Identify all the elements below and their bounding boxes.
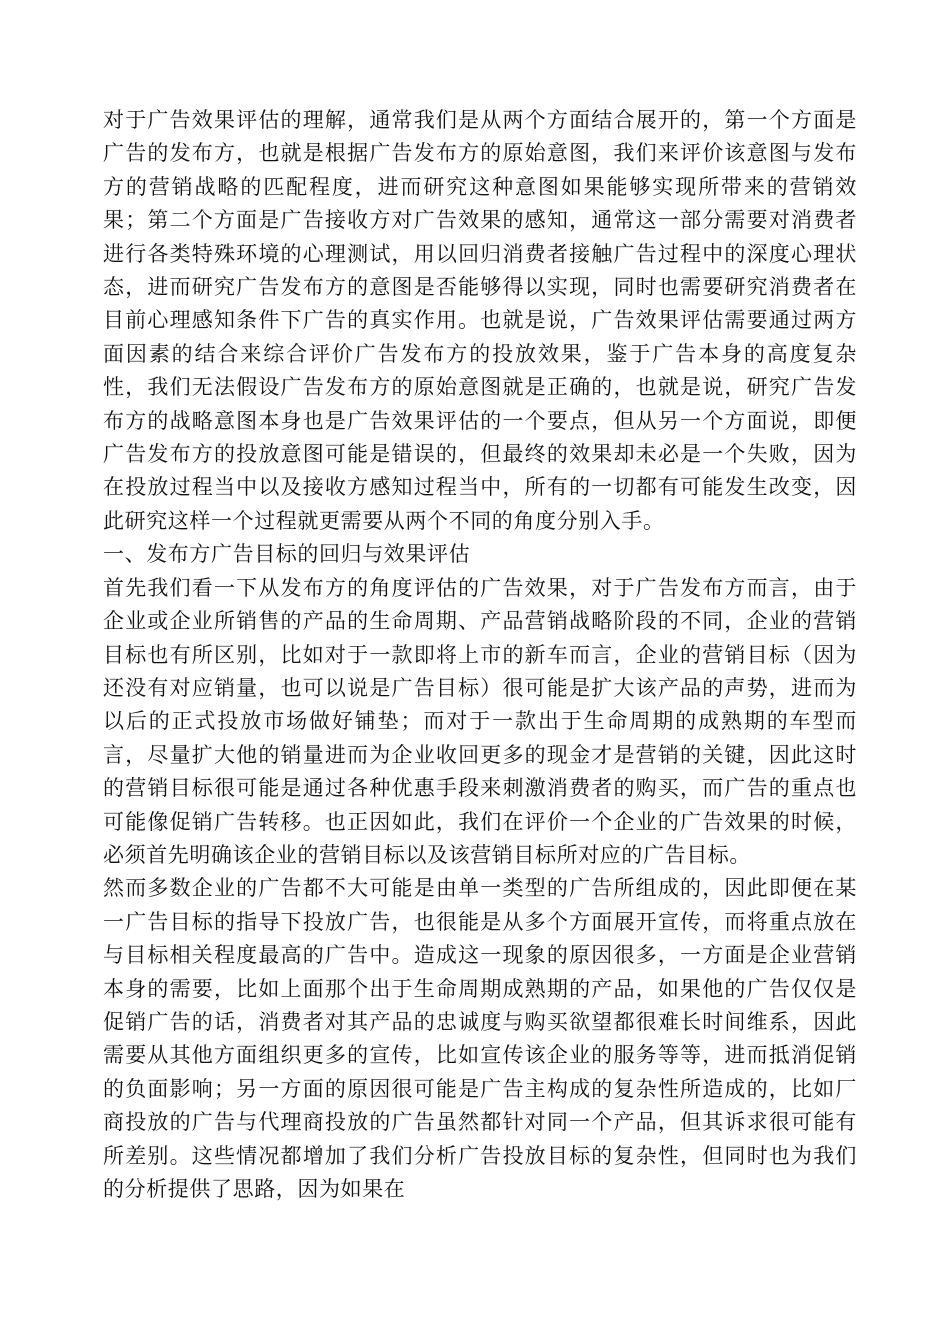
body-paragraph-publisher: 首先我们看一下从发布方的角度评估的广告效果，对于广告发布方而言，由于企业或企业所销售的产品的生命周期、产品营销战略阶段的不同，企业的营销目标也有所区别，比如对于一款即将上市的新车而言，企业的营销目标（因为还没有对应销量，也可以说是广告目标）很可能是扩大该产品的声势，进而为以后的正式投放市场做好铺垫；而对于一款出于生命周期的成熟期的车型而言，尽量扩大他的销量进而为企业收回更多的现金才是营销的关键，因此这时的营销目标很可能是通过各种优惠手段来刺激消费者的购买，而广告的重点也可能像促销广告转移。也正因如此，我们在评价一个企业的广告效果的时候，必须首先明确该企业的营销目标以及该营销目标所对应的广告目标。 bbox=[103, 575, 857, 867]
body-paragraph-intro: 对于广告效果评估的理解，通常我们是从两个方面结合展开的，第一个方面是广告的发布方，也就是根据广告发布方的原始意图，我们来评价该意图与发布方的营销战略的匹配程度，进而研究这种意图如果能够实现所带来的营销效果；第二个方面是广告接收方对广告效果的感知，通常这一部分需要对消费者进行各类特殊环境的心理测试，用以回归消费者接触广告过程中的深度心理状态，进而研究广告发布方的意图是否能够得以实现，同时也需要研究消费者在目前心理感知条件下广告的真实作用。也就是说，广告效果评估需要通过两方面因素的结合来综合评价广告发布方的投放效果，鉴于广告本身的高度复杂性，我们无法假设广告发布方的原始意图就是正确的，也就是说，研究广告发布方的战略意图本身也是广告效果评估的一个要点，但从另一个方面说，即便广告发布方的投放意图可能是错误的，但最终的效果却未必是一个失败，因为在投放过程当中以及接收方感知过程当中，所有的一切都有可能发生改变，因此研究这样一个过程就更需要从两个不同的角度分别入手。 bbox=[103, 108, 857, 533]
document-page bbox=[103, 104, 857, 1206]
section-heading: 一、发布方广告目标的回归与效果评估 bbox=[103, 542, 471, 567]
body-paragraph-complexity: 然而多数企业的广告都不大可能是由单一类型的广告所组成的，因此即便在某一广告目标的指导下投放广告，也很能是从多个方面展开宣传，而将重点放在与目标相关程度最高的广告中。造成这一现象的原因很多，一方面是企业营销本身的需要，比如上面那个出于生命周期成熟期的产品，如果他的广告仅仅是促销广告的话，消费者对其产品的忠诚度与购买欲望都很难长时间维系，因此需要从其他方面组织更多的宣传，比如宣传该企业的服务等等，进而抵消促销的负面影响；另一方面的原因很可能是广告主构成的复杂性所造成的，比如厂商投放的广告与代理商投放的广告虽然都针对同一个产品，但其诉求很可能有所差别。这些情况都增加了我们分析广告投放目标的复杂性，但同时也为我们的分析提供了思路，因为如果在 bbox=[103, 876, 857, 1201]
